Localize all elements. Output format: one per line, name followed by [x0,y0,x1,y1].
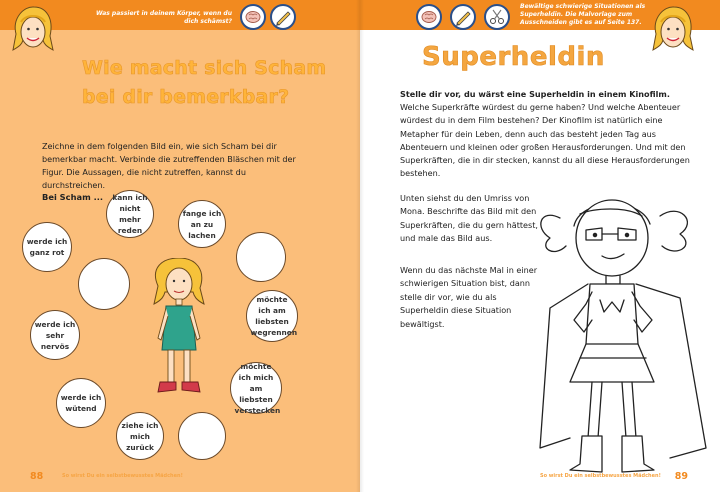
superheroine-outline [530,188,710,488]
bubble-very-nervous: werde ich sehr nervös [30,310,80,360]
bubble-run-away: möchte ich am liebsten wegrennen [246,290,298,342]
footer-text-right: So wirst Du ein selbstbewusstes Mädchen! [540,473,661,479]
outline-instructions: Unten siehst du den Umriss von Mona. Beschrifte das Bild mit den Superkräften, die du gern hättest, und male das Bild aus. [400,193,538,244]
bubble-withdraw: ziehe ich mich zurück [116,412,164,460]
page-title: Superheldin [422,42,605,72]
right-page [360,0,720,492]
bubble-hide: möchte ich mich am liebsten verstecken [230,362,282,414]
bubble-stop-talking: kann ich nicht mehr reden [106,190,154,238]
header-note: Was passiert in deinem Körper, wenn du dich schämst? [96,10,232,25]
pencil-icon [270,4,296,30]
brain-icon [416,4,442,30]
bubble-start-laughing: fange ich an zu lachen [178,200,226,248]
bubble-empty-2 [78,258,130,310]
pencil-icon [450,4,476,30]
girl-figure [148,258,210,406]
mona-avatar-icon [10,4,56,62]
book-gutter [356,0,364,492]
bubble-turn-red: werde ich ganz rot [22,222,72,272]
bubble-get-angry: werde ich wütend [56,378,106,428]
intro-lead-rest: Welche Superkräfte würdest du gerne haben? Und welche Abenteuer würdest du in dem Film bestehen? Der Kinofilm ist natürlich eine Metapher für dein Leben, denn auch das besteht jeden Tag aus Abenteuern und kleinen oder großen Herausforderungen. Und mit den Superkräften, die in dir stecken, kannst du all diese Herausforderungen bestehen. [400,102,690,179]
bubble-empty-3 [178,412,226,460]
lead-in-text: Bei Scham ... [42,192,104,202]
header-note: Bewältige schwierige Situationen als Superheldin. Die Malvorlage zum Ausschneiden gibt es auf Seite 137. [520,3,646,26]
bubble-empty-1 [236,232,286,282]
page-number-right: 89 [674,471,688,482]
superheroine-imagination-text: Wenn du das nächste Mal in einer schwierigen Situation bist, dann stelle dir vor, wie du als Superheldin diese Situation bewältigst. [400,265,538,329]
scissors-icon [484,4,510,30]
page-number-left: 88 [30,471,44,482]
intro-lead-bold: Stelle dir vor, du wärst eine Superheldin in einem Kinofilm. [400,89,670,99]
intro-text [400,88,690,180]
footer-text-left: So wirst Du ein selbstbewusstes Mädchen! [62,473,183,479]
brain-icon [240,4,266,30]
page-title: Wie macht sich Scham bei dir bemerkbar? [82,57,327,108]
instructions-text: Zeichne in dem folgenden Bild ein, wie sich Scham bei dir bemerkbar macht. Verbinde die zutreffenden Bläschen mit der Figur. Die Aussagen, die nicht zutreffen, kannst du durchstreichen. [42,141,296,190]
mona-avatar-icon [650,4,696,62]
